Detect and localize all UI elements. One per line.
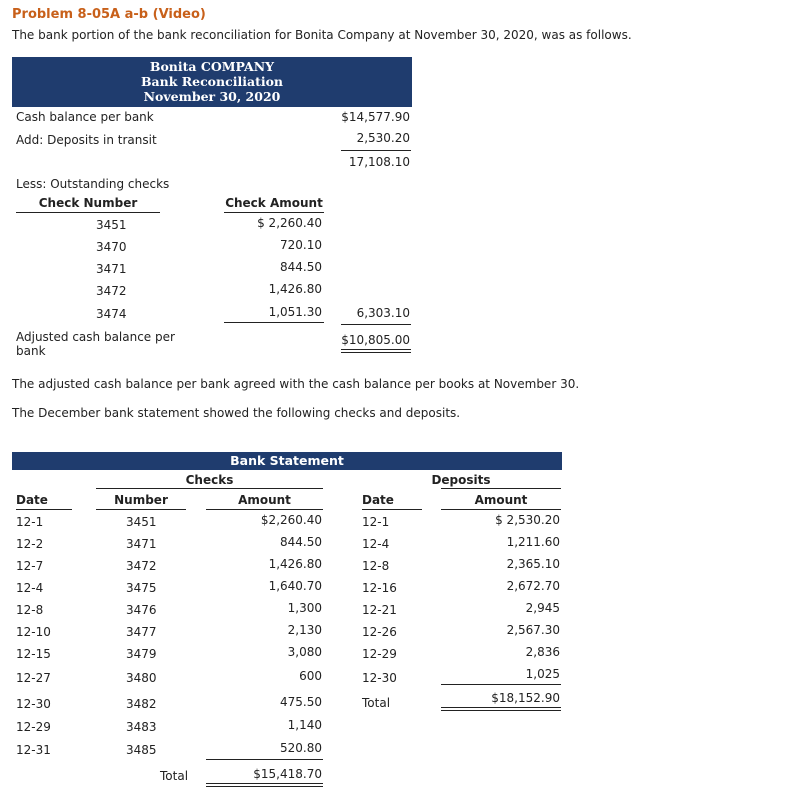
check-amount: 2,130 — [287, 623, 322, 637]
check-number: 3483 — [126, 720, 157, 734]
report-date: November 30, 2020 — [143, 89, 281, 104]
check-number: 3482 — [126, 697, 157, 711]
deposits-header: Deposits — [431, 473, 491, 487]
check-number: 3475 — [126, 581, 157, 595]
outstanding-total: 6,303.10 — [356, 306, 410, 320]
check-amount: 600 — [299, 669, 322, 683]
check-amount: 3,080 — [287, 645, 322, 659]
check-number: 3485 — [126, 743, 157, 757]
check-amount: 1,051.30 — [268, 305, 322, 319]
deposit-amount: $ 2,530.20 — [495, 513, 560, 527]
deposit-amount: 2,836 — [525, 645, 560, 659]
checks-total-value: $15,418.70 — [253, 767, 322, 781]
adjusted-label-line2: bank — [16, 344, 46, 358]
check-date: 12-4 — [16, 581, 44, 595]
col-date-rule — [16, 509, 72, 510]
deposits-value: 2,530.20 — [356, 131, 410, 145]
check-amount: $2,260.40 — [260, 513, 322, 527]
col-number: Number — [114, 493, 168, 507]
intro-text: The bank portion of the bank reconciliation for Bonita Company at November 30, 2020, was as follows. — [12, 28, 632, 42]
col-date: Date — [16, 493, 48, 507]
checks-header-rule — [96, 488, 323, 489]
checks-total-label: Total — [160, 769, 189, 783]
check-date: 12-10 — [16, 625, 51, 639]
deposits-total-value: $18,152.90 — [491, 691, 560, 705]
cash-balance-value: $14,577.90 — [341, 110, 410, 124]
check-date: 12-2 — [16, 537, 44, 551]
deposits-total-rule — [441, 684, 561, 685]
check-number: 3472 — [96, 284, 127, 298]
subtotal-rule — [341, 150, 411, 151]
check-date: 12-29 — [16, 720, 51, 734]
check-number: 3479 — [126, 647, 157, 661]
checks-amount-rule — [224, 322, 324, 323]
check-number: 3471 — [96, 262, 127, 276]
check-number: 3470 — [96, 240, 127, 254]
adjusted-value: $10,805.00 — [341, 333, 410, 347]
deposits-total-label: Total — [362, 696, 391, 710]
check-number: 3476 — [126, 603, 157, 617]
col-date2: Date — [362, 493, 394, 507]
check-amount: 1,300 — [287, 601, 322, 615]
check-date: 12-30 — [16, 697, 51, 711]
check-number: 3472 — [126, 559, 157, 573]
check-amount: 1,426.80 — [268, 557, 322, 571]
check-number: 3451 — [96, 218, 127, 232]
cash-balance-label: Cash balance per bank — [16, 110, 154, 124]
less-outstanding-label: Less: Outstanding checks — [16, 177, 170, 191]
checks-header: Checks — [185, 473, 234, 487]
col-amount: Amount — [238, 493, 291, 507]
deposits-total-double-rule — [441, 707, 561, 711]
check-amount: 520.80 — [280, 741, 322, 755]
deposit-amount: 2,945 — [525, 601, 560, 615]
company-name: Bonita COMPANY — [149, 59, 275, 74]
check-number: 3477 — [126, 625, 157, 639]
agreement-paragraph: The adjusted cash balance per bank agreed with the cash balance per books at November 30. — [12, 377, 580, 391]
check-number: 3451 — [126, 515, 157, 529]
check-amount: $ 2,260.40 — [257, 216, 322, 230]
statement-intro-paragraph: The December bank statement showed the following checks and deposits. — [12, 406, 461, 420]
check-number: 3474 — [96, 307, 127, 321]
check-number-header-rule — [16, 212, 160, 213]
check-amount-header-rule — [224, 212, 324, 213]
deposit-date: 12-29 — [362, 647, 397, 661]
deposit-date: 12-26 — [362, 625, 397, 639]
check-number: 3471 — [126, 537, 157, 551]
deposit-amount: 2,672.70 — [506, 579, 560, 593]
adjusted-value-double-rule — [341, 349, 411, 353]
check-number: 3480 — [126, 671, 157, 685]
deposit-date: 12-30 — [362, 671, 397, 685]
deposit-date: 12-21 — [362, 603, 397, 617]
col-amount2: Amount — [474, 493, 528, 507]
checks-total-double-rule — [206, 783, 323, 787]
col-amount2-rule — [441, 509, 561, 510]
deposits-label: Add: Deposits in transit — [16, 133, 157, 147]
checks-total-rule — [206, 759, 323, 760]
check-amount: 1,140 — [287, 718, 322, 732]
check-amount: 844.50 — [280, 260, 322, 274]
check-date: 12-8 — [16, 603, 44, 617]
check-amount: 844.50 — [280, 535, 322, 549]
check-date: 12-31 — [16, 743, 51, 757]
problem-title: Problem 8-05A a-b (Video) — [12, 7, 206, 22]
check-number-header: Check Number — [38, 196, 138, 210]
bank-statement-header: Bank Statement — [12, 452, 562, 470]
report-name: Bank Reconciliation — [140, 74, 284, 89]
col-amount-rule — [206, 509, 323, 510]
outstanding-total-rule — [341, 324, 411, 325]
check-amount: 475.50 — [280, 695, 322, 709]
check-date: 12-7 — [16, 559, 44, 573]
adjusted-label-line1: Adjusted cash balance per — [16, 330, 175, 344]
deposit-date: 12-4 — [362, 537, 390, 551]
reconciliation-header — [12, 57, 412, 107]
deposit-amount: 2,567.30 — [506, 623, 560, 637]
check-date: 12-15 — [16, 647, 51, 661]
col-number-rule — [96, 509, 186, 510]
deposit-amount: 1,211.60 — [506, 535, 560, 549]
deposit-amount: 2,365.10 — [506, 557, 560, 571]
deposit-date: 12-1 — [362, 515, 390, 529]
deposit-date: 12-16 — [362, 581, 397, 595]
deposit-amount: 1,025 — [525, 667, 560, 681]
check-amount: 1,640.70 — [268, 579, 322, 593]
col-date2-rule — [362, 509, 422, 510]
check-date: 12-27 — [16, 671, 51, 685]
subtotal-value: 17,108.10 — [348, 155, 410, 169]
check-amount-header: Check Amount — [225, 196, 323, 210]
check-amount: 1,426.80 — [268, 282, 322, 296]
deposits-header-rule — [441, 488, 561, 489]
deposit-date: 12-8 — [362, 559, 390, 573]
check-amount: 720.10 — [280, 238, 322, 252]
check-date: 12-1 — [16, 515, 44, 529]
